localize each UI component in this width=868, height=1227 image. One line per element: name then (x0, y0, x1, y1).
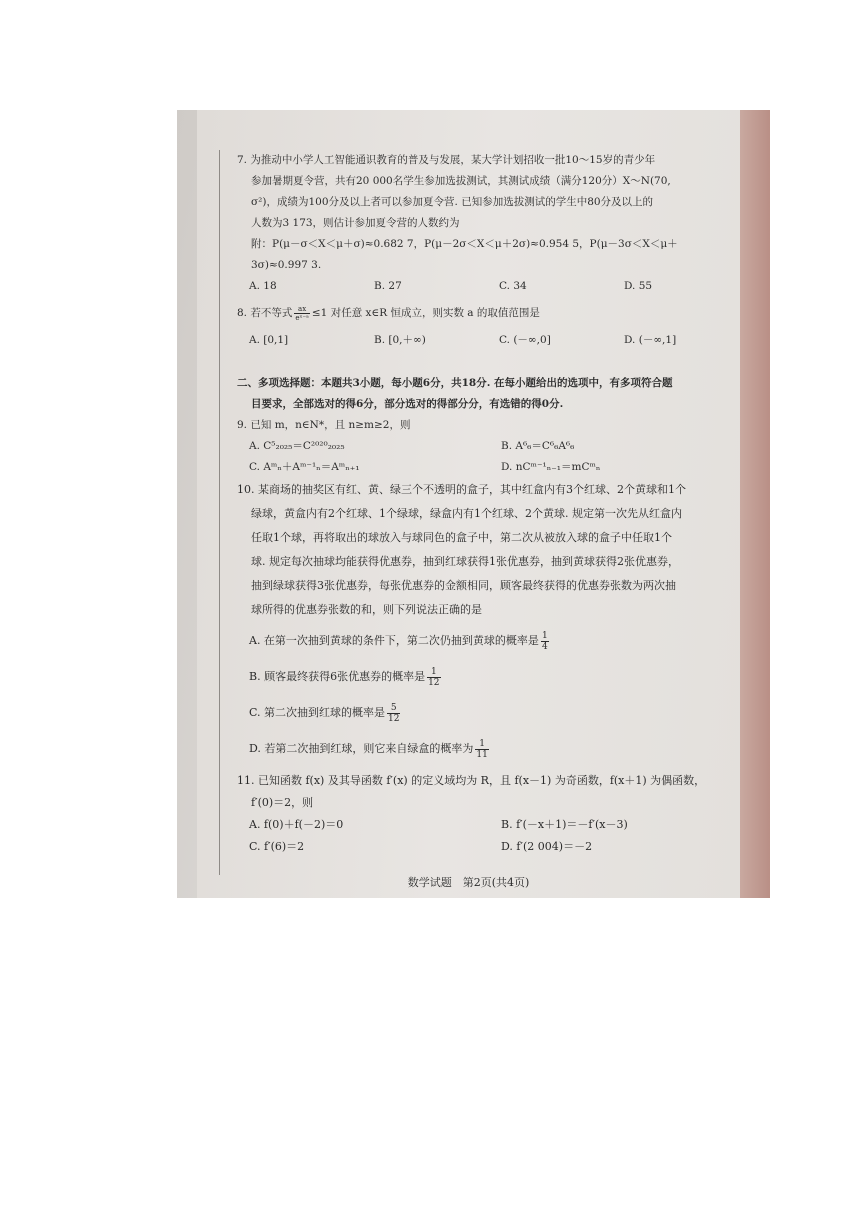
q7-line: 7. 为推动中小学人工智能通识教育的普及与发展，某大学计划招收一批10～15岁的青少年 (237, 154, 656, 166)
q10-option-a-text: A. 在第一次抽到黄球的条件下，第二次仍抽到黄球的概率是 (249, 634, 539, 647)
q8-stem (237, 303, 757, 324)
q9-option-a: A. C⁵₂₀₂₅＝C²⁰²⁰₂₀₂₅ (249, 440, 345, 452)
q8-fraction (294, 305, 310, 322)
q10-b-fraction (427, 667, 440, 688)
q7-line: 参加暑期夏令营，共有20 000名学生参加选拔测试，其测试成绩（满分120分）X～N(70, (251, 175, 671, 187)
q8-frac-num: ax (294, 305, 310, 314)
q11-line: f′(0)＝2，则 (251, 796, 314, 809)
question-7 (237, 150, 757, 297)
frac-num: 1 (541, 630, 548, 641)
q8-suffix: ≤1 对任意 x∈R 恒成立，则实数 a 的取值范围是 (311, 307, 540, 319)
section-2-line: 目要求，全部选对的得6分，部分选对的得部分分，有选错的得0分. (251, 398, 564, 410)
q7-options (237, 276, 757, 297)
q10-option-d-text: D. 若第二次抽到红球，则它来自绿盒的概率为 (249, 742, 474, 755)
q8-options (237, 330, 757, 351)
margin-line (219, 150, 220, 875)
q10-a-fraction (541, 631, 549, 652)
frac-den: 4 (541, 641, 548, 652)
q11-option-b: B. f′(－x＋1)＝－f′(x－3) (501, 818, 628, 831)
q7-line: 附：P(μ－σ＜X＜μ＋σ)≈0.682 7，P(μ－2σ＜X＜μ＋2σ)≈0.954 5，P(μ－3σ＜X＜μ＋ (251, 238, 678, 250)
q10-option-b (237, 664, 757, 690)
question-11 (237, 770, 757, 858)
q10-option-c (237, 700, 757, 726)
q11-line: 11. 已知函数 f(x) 及其导函数 f′(x) 的定义域均为 R，且 f(x－1) 为奇函数，f(x＋1) 为偶函数， (237, 774, 706, 787)
q8-option-a: A. [0,1] (249, 334, 289, 346)
section-2-line: 二、多项选择题：本题共3小题，每小题6分，共18分. 在每小题给出的选项中，有多项符合题 (237, 377, 673, 389)
q7-line: 人数为3 173，则估计参加夏令营的人数约为 (251, 217, 460, 229)
q8-option-d: D. (－∞,1] (624, 334, 677, 346)
q9-option-d: D. nCᵐ⁻¹ₙ₋₁＝mCᵐₙ (501, 461, 601, 473)
photo-of-exam-page (177, 110, 770, 898)
q10-line: 绿球，黄盒内有2个红球、1个绿球，绿盒内有1个红球、2个黄球. 规定第一次先从红盒内 (251, 507, 682, 520)
q9-option-c: C. Aᵐₙ＋Aᵐ⁻¹ₙ＝Aᵐₙ₊₁ (249, 461, 360, 473)
q11-option-c: C. f′(6)＝2 (249, 840, 305, 853)
question-8 (237, 303, 757, 351)
q10-option-b-text: B. 顾客最终获得6张优惠券的概率是 (249, 670, 426, 683)
frac-den: 12 (388, 713, 400, 724)
q11-options-row (237, 814, 757, 836)
q8-frac-den: eˣ⁻ᵃ (295, 313, 309, 322)
frac-num: 5 (387, 703, 400, 714)
q10-option-d (237, 736, 757, 762)
q8-option-c: C. (－∞,0] (499, 334, 551, 346)
q10-line: 球. 规定每次抽球均能获得优惠券，抽到红球获得1张优惠券，抽到黄球获得2张优惠券， (251, 555, 679, 568)
q9-option-b: B. A⁶₆＝C⁶₆A⁶₆ (501, 440, 575, 452)
question-10 (237, 478, 757, 762)
exam-sheet (197, 110, 740, 898)
q10-line: 10. 某商场的抽奖区有红、黄、绿三个不透明的盒子，其中红盒内有3个红球、2个黄球和1个 (237, 483, 686, 496)
q8-option-b: B. [0,＋∞) (374, 334, 426, 346)
section-2-heading (237, 373, 757, 415)
frac-den: 12 (428, 677, 440, 688)
frac-num: 1 (427, 667, 440, 678)
q10-option-c-text: C. 第二次抽到红球的概率是 (249, 706, 386, 719)
frac-num: 1 (475, 739, 488, 750)
q10-line: 球所得的优惠券张数的和，则下列说法正确的是 (251, 603, 482, 616)
q10-option-a (237, 628, 757, 654)
q10-d-fraction (475, 739, 488, 760)
q11-option-a: A. f(0)＋f(－2)＝0 (249, 818, 344, 831)
q7-line: σ²)，成绩为100分及以上者可以参加夏令营. 已知参加选拔测试的学生中80分及以上的 (251, 196, 654, 208)
q8-prefix: 8. 若不等式 (237, 307, 293, 319)
q10-line: 任取1个球，再将取出的球放入与球同色的盒子中，第二次从被放入球的盒子中任取1个 (251, 531, 672, 544)
page-footer: 数学试题 第2页(共4页) (407, 876, 530, 889)
q7-option-a: A. 18 (249, 280, 277, 292)
q9-options-row (237, 436, 757, 457)
exam-content (237, 150, 757, 858)
q7-option-c: C. 34 (499, 280, 527, 292)
q9-options-row (237, 457, 757, 478)
q7-option-b: B. 27 (374, 280, 402, 292)
question-9 (237, 415, 757, 478)
q11-options-row (237, 836, 757, 858)
q7-line: 3σ)≈0.997 3. (251, 259, 322, 271)
q9-stem: 9. 已知 m，n∈N*，且 n≥m≥2，则 (237, 419, 411, 431)
q11-option-d: D. f′(2 004)＝－2 (501, 840, 593, 853)
q7-option-d: D. 55 (624, 280, 653, 292)
q10-line: 抽到绿球获得3张优惠券，每张优惠券的金额相同，顾客最终获得的优惠券张数为两次抽 (251, 579, 676, 592)
frac-den: 11 (476, 749, 488, 760)
q10-c-fraction (387, 703, 400, 724)
